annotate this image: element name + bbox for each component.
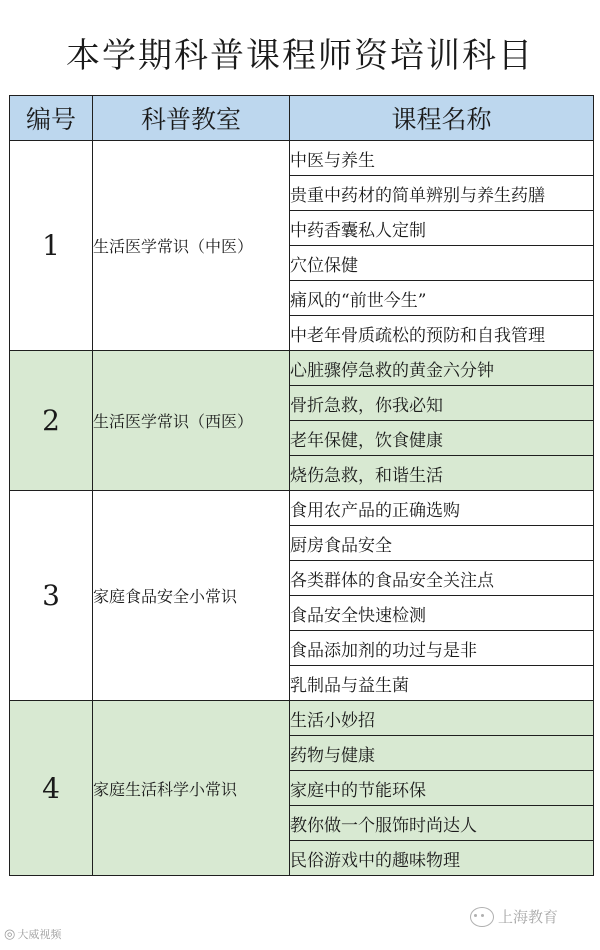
course-cell: 教你做一个服饰时尚达人 bbox=[290, 806, 594, 841]
course-cell: 贵重中药材的简单辨别与养生药膳 bbox=[290, 176, 594, 211]
group-number: 2 bbox=[10, 351, 93, 491]
header-course: 课程名称 bbox=[290, 96, 594, 141]
group-number: 1 bbox=[10, 141, 93, 351]
swirl-icon: ◎ bbox=[4, 927, 16, 942]
table-row bbox=[10, 491, 594, 526]
table-row bbox=[10, 701, 594, 736]
table-header-row bbox=[10, 96, 594, 141]
table-row bbox=[10, 351, 594, 386]
course-cell: 药物与健康 bbox=[290, 736, 594, 771]
course-cell: 穴位保健 bbox=[290, 246, 594, 281]
course-cell: 痛风的“前世今生” bbox=[290, 281, 594, 316]
course-cell: 烧伤急救，和谐生活 bbox=[290, 456, 594, 491]
header-classroom: 科普教室 bbox=[93, 96, 290, 141]
table-row bbox=[10, 141, 594, 176]
group-classroom: 生活医学常识（中医） bbox=[93, 141, 290, 351]
group-classroom: 家庭食品安全小常识 bbox=[93, 491, 290, 701]
course-cell: 食用农产品的正确选购 bbox=[290, 491, 594, 526]
course-cell: 中老年骨质疏松的预防和自我管理 bbox=[290, 316, 594, 351]
group-number: 3 bbox=[10, 491, 93, 701]
watermark-right-text: 上海教育 bbox=[498, 908, 559, 926]
course-cell: 民俗游戏中的趣味物理 bbox=[290, 841, 594, 876]
group-classroom: 生活医学常识（西医） bbox=[93, 351, 290, 491]
course-table bbox=[9, 95, 594, 876]
page-title: 本学期科普课程师资培训科目 bbox=[66, 36, 534, 76]
course-cell: 家庭中的节能环保 bbox=[290, 771, 594, 806]
course-cell: 乳制品与益生菌 bbox=[290, 666, 594, 701]
watermark-right bbox=[470, 906, 558, 927]
chat-bubble-icon bbox=[470, 907, 494, 927]
course-cell: 生活小妙招 bbox=[290, 701, 594, 736]
course-cell: 心脏骤停急救的黄金六分钟 bbox=[290, 351, 594, 386]
course-cell: 老年保健，饮食健康 bbox=[290, 421, 594, 456]
group-classroom: 家庭生活科学小常识 bbox=[93, 701, 290, 876]
course-cell: 中药香囊私人定制 bbox=[290, 211, 594, 246]
course-cell: 各类群体的食品安全关注点 bbox=[290, 561, 594, 596]
watermark-left bbox=[4, 926, 61, 942]
course-cell: 食品安全快速检测 bbox=[290, 596, 594, 631]
course-cell: 厨房食品安全 bbox=[290, 526, 594, 561]
course-cell: 食品添加剂的功过与是非 bbox=[290, 631, 594, 666]
group-number: 4 bbox=[10, 701, 93, 876]
header-number: 编号 bbox=[10, 96, 93, 141]
watermark-left-text: 大威视频 bbox=[17, 928, 62, 941]
course-cell: 中医与养生 bbox=[290, 141, 594, 176]
course-cell: 骨折急救，你我必知 bbox=[290, 386, 594, 421]
